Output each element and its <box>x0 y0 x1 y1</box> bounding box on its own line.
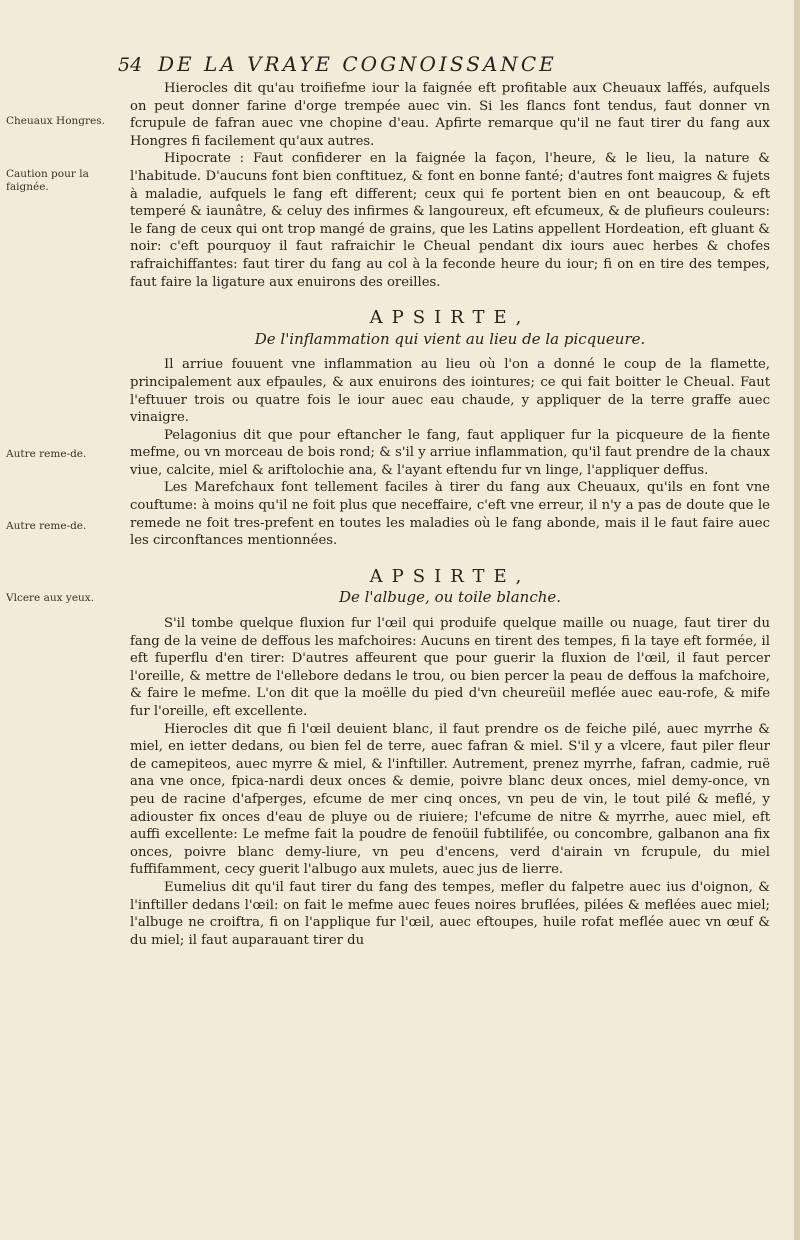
section-heading-apsirte-2: APSIRTE, <box>369 565 531 587</box>
paragraph-hierocles-oeil: Hierocles dit que fi l'œil deuient blanc, il faut prendre os de feiche pilé, auec myrrhe & miel, en ietter dedans, ou bien fel de terre, auec fafran & miel. S'il y a vlcere, faut piler fleur de camepiteos, auec myrre & miel, & l'inftiller. Autrement, prenez myrrhe, fafran, cadmie, ruë ana vne once, fpica-nardi deux onces & demie, poivre blanc deux onces, miel demy-once, vn peu de racine d'afperges, efcume de mer cinq onces, vn peu de vin, le tout pilé & meflé, y adiouster fix onces d'eau de pluye ou de riuiere; l'efcume de nitre & myrrhe, auec miel, eft auffi excellente: Le mefme fait la poudre de fenoüil fubtilifée, ou concombre, galbanon ana fix onces, poivre blanc demy-liure, vn peu d'encens, verd d'airain vn fcrupule, du miel fuffifamment, cecy guerit l'albugo aux mulets, auec jus de lierre. <box>130 721 770 878</box>
paragraph-fluxion: S'il tombe quelque fluxion fur l'œil qui produife quelque maille ou nuage, faut tirer du fang de la veine de deffous les mafchoires: Aucuns en tirent des tempes, fi la taye eft formée, il eft fuperflu d'en tirer: D'autres affeurent que pour guerir la fluxion de l'œil, il faut percer l'oreille, & mettre de l'ellebore dedans le trou, ou bien percer la peau de deffous la mafchoire, & faire le mefme. L'on dit que la moëlle du pied d'vn cheureüil meflée auec eau-rofe, & mife fur l'oreille, eft excellente. <box>130 616 770 719</box>
page-edge <box>794 0 800 1240</box>
paragraph-hipocrate: Hipocrate : Faut confiderer en la faignée la façon, l'heure, & le lieu, la nature & l'habitude. D'aucuns font bien conftituez, & font en bonne fanté; d'autres font maigres & fujets à maladie, aufquels le fang eft different; ceux qui fe portent bien en ont beaucoup, & eft temperé & iaunâtre, & celuy des infirmes & langoureux, eft efcumeux, & de plufieurs couleurs: le fang de ceux qui ont trop mangé de grains, que les Latins appellent Hordeation, eft gluant & noir: c'eft pourquoy il faut rafraichir le Cheual pendant dix iours auec herbes & chofes rafraichiffantes: faut tirer du fang au col à la feconde heure du iour; fi on en tire des tempes, faut faire la ligature aux enuirons des oreilles. <box>130 151 770 290</box>
paragraph-hierocles: Hierocles dit qu'au troifiefme iour la faignée eft profitable aux Cheuaux laffés, aufquels on peut donner farine d'orge trempée auec vin. Si les flancs font tendus, faut donner vn fcrupule de fafran auec vne chopine d'eau. Apfirte remarque qu'il ne faut tirer du fang aux Hongres fi facilement qu'aux autres. <box>130 81 770 149</box>
section-heading-apsirte-1: APSIRTE, <box>369 307 531 329</box>
paragraph-inflammation: Il arriue fouuent vne inflammation au lieu où l'on a donné le coup de la flamette, principalement aux efpaules, & aux enuirons des iointures; ce qui fait boitter le Cheual. Faut l'eftuuer trois ou quatre fois le iour auec eau chaude, y appliquer de la terre graffe auec vinaigre. <box>130 357 770 426</box>
margin-note-vlcere: Vlcere aux yeux. <box>6 592 95 604</box>
paragraph-eumelius: Eumelius dit qu'il faut tirer du fang des tempes, mefler du falpetre auec ius d'oignon, & l'inftiller dedans l'œil: on fait le mefme auec feues noires bruflées, pilées & meflées auec miel; l'albuge ne croiftra, fi on l'applique fur l'œil, auec eftoupes, huile rofat meflée auec vn œuf & du miel; il faut auparauant tirer du <box>130 879 770 948</box>
margin-note-remede-1: Autre reme-de. <box>6 448 87 460</box>
paragraph-pelagonius: Pelagonius dit que pour eftancher le fang, faut appliquer fur la picqueure de la fiente mefme, ou vn morceau de bois rond; & s'il y arriue inflammation, qu'il faut prendre de la chaux viue, calcite, miel & ariftolochie ana, & l'ayant eftendu fur vn linge, l'appliquer deffus. <box>130 427 770 478</box>
main-text <box>130 80 770 949</box>
margin-note-hongres: Cheuaux Hongres. <box>6 115 105 127</box>
margin-note-remede-2: Autre reme-de. <box>6 520 87 532</box>
margin-note-caution: Caution pour la faignée. <box>6 168 89 193</box>
section-subtitle-albuge: De l'albuge, ou toile blanche. <box>338 588 562 607</box>
page-number: 54 <box>118 54 143 76</box>
running-title: DE LA VRAYE COGNOISSANCE <box>158 52 557 76</box>
page-header <box>118 52 768 82</box>
section-subtitle-inflammation: De l'inflammation qui vient au lieu de la picqueure. <box>254 329 646 348</box>
paragraph-marefchaux: Les Marefchaux font tellement faciles à tirer du fang aux Cheuaux, qu'ils en font vne couftume: à moins qu'il ne foit plus que neceffaire, c'eft vne erreur, il n'y a pas de doute que le remede ne foit tres-prefent en toutes les maladies où le fang abonde, mais il le faut faire auec les circonftances mentionnées. <box>130 480 770 549</box>
